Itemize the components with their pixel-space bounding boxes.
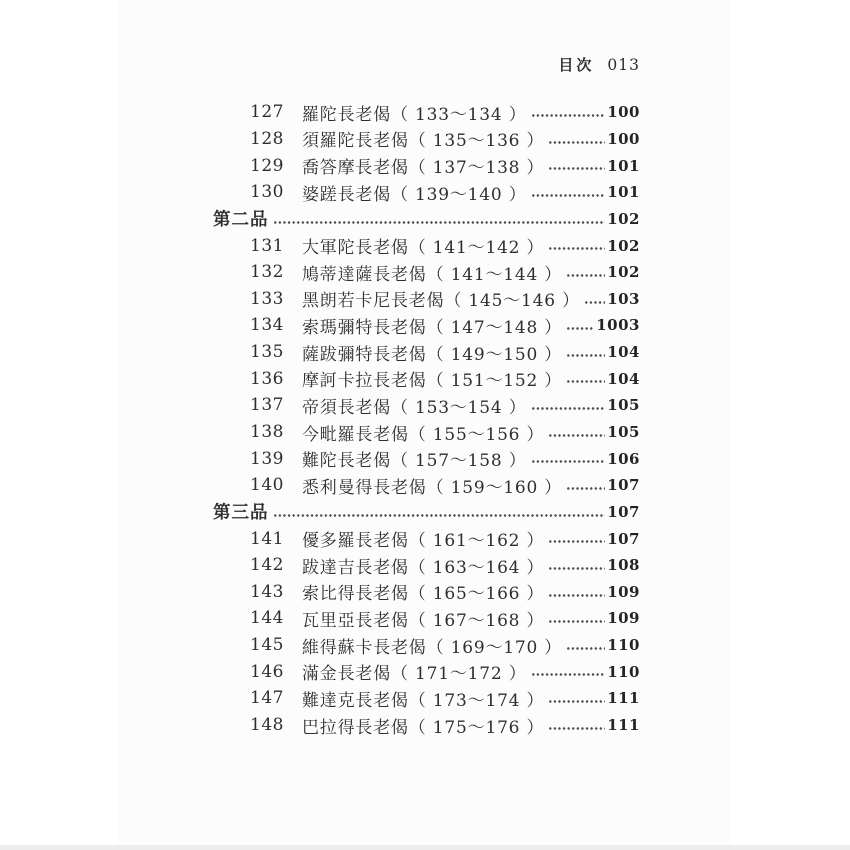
entry-title: 跋達吉長老偈（ 163～164 ）	[302, 557, 545, 578]
page-number: 105	[607, 423, 640, 441]
toc-entry-row	[120, 685, 640, 712]
dot-leader	[531, 179, 606, 206]
section-title: 第三品	[213, 503, 269, 524]
dot-leader	[566, 312, 594, 339]
page-number: 110	[607, 662, 640, 681]
dot-leader	[531, 392, 606, 419]
toc-entry-row	[120, 472, 640, 499]
entry-title: 須羅陀長老偈（ 135～136 ）	[302, 131, 545, 152]
dot-leader	[548, 712, 605, 739]
dot-leader	[566, 339, 605, 366]
page-bottom-edge	[0, 845, 850, 850]
page-number: 102	[607, 236, 640, 255]
page-number: 101	[607, 156, 640, 175]
toc-entry-row	[120, 232, 640, 259]
entry-number: 145	[250, 635, 284, 656]
entry-title: 瓦里亞長老偈（ 167～168 ）	[302, 610, 545, 631]
entry-number: 148	[250, 715, 284, 736]
entry-number: 139	[250, 448, 284, 469]
dot-leader	[566, 472, 605, 499]
page-number: 108	[607, 556, 640, 575]
entry-number: 129	[250, 155, 284, 176]
toc-entry-row	[120, 552, 640, 579]
dot-leader	[273, 206, 606, 233]
toc-entry-row	[120, 126, 640, 153]
entry-title: 鳩蒂達薩長老偈（ 141～144 ）	[302, 264, 563, 285]
page-number: 100	[607, 103, 640, 122]
entry-title: 維得蘇卡長老偈（ 169～170 ）	[302, 637, 563, 658]
page-number: 104	[607, 369, 640, 388]
toc-entry-row	[120, 445, 640, 472]
dot-leader	[584, 285, 605, 312]
entry-title: 滿金長老偈（ 171～172 ）	[302, 664, 527, 685]
page-number: 111	[607, 689, 640, 708]
page-number: 109	[607, 582, 640, 601]
entry-number: 141	[250, 528, 284, 549]
toc-entry-row	[120, 285, 640, 312]
entry-title: 今毗羅長老偈（ 155～156 ）	[302, 424, 545, 445]
page-number: 106	[607, 449, 640, 468]
entry-title: 難陀長老偈（ 157～158 ）	[302, 451, 527, 472]
entry-number: 140	[250, 475, 284, 496]
entry-number: 130	[250, 182, 284, 203]
page-number: 103	[607, 289, 640, 308]
toc-entry-row	[120, 365, 640, 392]
page-number: 110	[607, 636, 640, 655]
entry-title: 大軍陀長老偈（ 141～142 ）	[302, 238, 545, 259]
entry-number: 144	[250, 608, 284, 629]
toc-entry-row	[120, 712, 640, 739]
entry-number: 138	[250, 422, 284, 442]
dot-leader	[548, 579, 605, 606]
entry-title: 薩跋彌特長老偈（ 149～150 ）	[302, 344, 563, 365]
toc-entry-row	[120, 658, 640, 685]
entry-title: 難達克長老偈（ 173～174 ）	[302, 690, 545, 711]
running-head	[120, 54, 640, 75]
toc-entry-row	[120, 605, 640, 632]
page-number: 107	[607, 529, 640, 548]
running-head-page-number: 013	[607, 56, 640, 74]
entry-number: 131	[250, 235, 284, 256]
dot-leader	[566, 632, 605, 659]
dot-leader	[548, 232, 605, 259]
dot-leader	[548, 685, 605, 712]
toc-entry-row	[120, 339, 640, 366]
toc-section-row	[120, 499, 640, 526]
toc-entry-row	[120, 152, 640, 179]
entry-title: 帝須長老偈（ 153～154 ）	[302, 397, 527, 418]
toc-entry-row	[120, 99, 640, 126]
page-number: 107	[607, 502, 640, 521]
entry-number: 136	[250, 368, 284, 389]
dot-leader	[548, 126, 605, 153]
toc-entry-row	[120, 259, 640, 286]
toc-entry-row	[120, 579, 640, 606]
dot-leader	[548, 605, 605, 632]
dot-leader	[548, 152, 605, 179]
entry-title: 摩訶卡拉長老偈（ 151～152 ）	[302, 371, 563, 392]
entry-number: 142	[250, 555, 284, 576]
entry-title: 悉利曼得長老偈（ 159～160 ）	[302, 477, 563, 498]
entry-title: 黑朗若卡尼長老偈（ 145～146 ）	[302, 291, 580, 312]
entry-number: 137	[250, 395, 284, 416]
toc-list	[120, 99, 640, 738]
toc-entry-row	[120, 632, 640, 659]
entry-title: 羅陀長老偈（ 133～134 ）	[302, 104, 527, 125]
toc-section-row	[120, 206, 640, 233]
dot-leader	[548, 525, 605, 552]
entry-title: 喬答摩長老偈（ 137～138 ）	[302, 158, 545, 179]
entry-number: 133	[250, 288, 284, 309]
entry-title: 婆蹉長老偈（ 139～140 ）	[302, 184, 527, 205]
toc-entry-row	[120, 392, 640, 419]
page-number: 104	[607, 343, 640, 362]
page-number: 105	[607, 396, 640, 415]
entry-number: 147	[250, 688, 284, 709]
toc-entry-row	[120, 525, 640, 552]
dot-leader	[531, 445, 606, 472]
toc-entry-row	[120, 419, 640, 446]
running-head-title: 目次	[558, 56, 595, 74]
toc-entry-row	[120, 312, 640, 339]
page-number: 101	[607, 183, 640, 202]
dot-leader	[566, 259, 605, 286]
toc-entry-row	[120, 179, 640, 206]
dot-leader	[273, 499, 606, 526]
section-title: 第二品	[213, 210, 269, 231]
page-number: 109	[607, 609, 640, 628]
entry-number: 132	[250, 262, 284, 283]
dot-leader	[548, 552, 605, 579]
entry-title: 優多羅長老偈（ 161～162 ）	[302, 531, 545, 552]
entry-number: 134	[250, 315, 284, 336]
entry-number: 127	[250, 102, 284, 123]
entry-number: 128	[250, 128, 284, 149]
page-number: 111	[607, 716, 640, 735]
entry-title: 巴拉得長老偈（ 175～176 ）	[302, 717, 545, 738]
entry-title: 索比得長老偈（ 165～166 ）	[302, 584, 545, 605]
dot-leader	[531, 658, 606, 685]
dot-leader	[548, 419, 605, 446]
dot-leader	[531, 99, 606, 126]
entry-number: 146	[250, 661, 284, 682]
page-number: 100	[607, 129, 640, 148]
page-number: 1003	[596, 316, 640, 335]
page-number: 102	[607, 209, 640, 228]
entry-number: 143	[250, 581, 284, 602]
page-number: 102	[607, 263, 640, 282]
entry-title: 索瑪彌特長老偈（ 147～148 ）	[302, 317, 563, 338]
page-number: 107	[607, 476, 640, 495]
dot-leader	[566, 365, 605, 392]
entry-number: 135	[250, 342, 284, 363]
